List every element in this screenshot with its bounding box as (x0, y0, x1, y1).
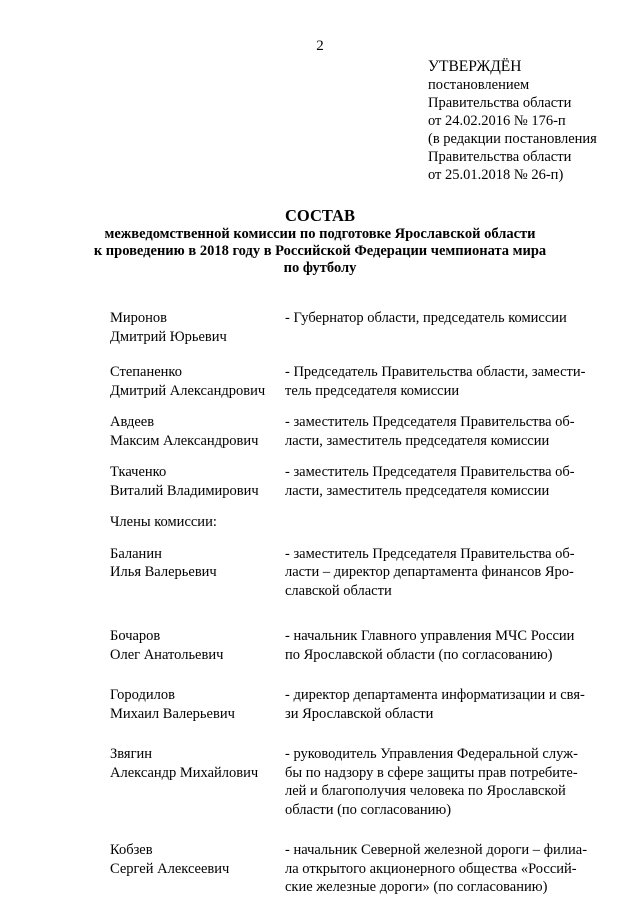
member-given-name: Михаил Валерьевич (110, 705, 235, 722)
member-role-line: ласти, заместитель председателя комиссии (285, 432, 550, 449)
member-given-name: Дмитрий Юрьевич (110, 328, 227, 345)
title-main: СОСТАВ (285, 206, 355, 225)
member-given-name: Максим Александрович (110, 432, 259, 449)
member-surname: Баланин (110, 545, 162, 562)
member-surname: Авдеев (110, 414, 155, 430)
member-surname: Городилов (110, 687, 175, 703)
member-role-line: тель председателя комиссии (285, 382, 460, 399)
member-role (285, 463, 606, 500)
approval-line: Правительства области (428, 95, 572, 111)
member-role-line: области (по согласованию) (285, 801, 452, 818)
member-name (110, 309, 285, 346)
member-surname: Бочаров (110, 628, 161, 644)
member-given-name: Сергей Алексеевич (110, 860, 230, 877)
commission-members (110, 296, 606, 897)
member-role-line: славской области (285, 582, 392, 599)
member-role-line: по Ярославской области (по согласованию) (285, 646, 553, 663)
member-given-name: Дмитрий Александрович (110, 382, 266, 399)
title-line: межведомственной комиссии по подготовке Ярославской области (104, 226, 536, 242)
member-name (110, 545, 285, 601)
member-role-line: - заместитель Председателя Правительства об- (285, 414, 575, 430)
approval-line: от 25.01.2018 № 26-п) (428, 167, 564, 183)
approval-line: (в редакции постановления (428, 131, 597, 147)
member-name (110, 413, 285, 450)
member-given-name: Александр Михайлович (110, 764, 259, 781)
member-role-line: - директор департамента информатизации и свя- (285, 687, 585, 703)
member-role-line: бы по надзору в сфере защиты прав потребите- (285, 764, 578, 781)
member-role-line: - начальник Главного управления МЧС России (285, 628, 575, 644)
member-surname: Ткаченко (110, 464, 167, 480)
member-role-line: - Председатель Правительства области, замести- (285, 364, 586, 380)
approval-stamp (428, 58, 597, 184)
member-surname: Миронов (110, 310, 168, 326)
member-surname: Кобзев (110, 842, 153, 858)
member-role-line: ла открытого акционерного общества «Россий- (285, 860, 577, 877)
member-name (110, 363, 285, 400)
member-role-line: - руководитель Управления Федеральной служ- (285, 746, 579, 762)
member-role (285, 363, 606, 400)
member-role (285, 627, 606, 664)
member-surname: Звягин (110, 746, 153, 762)
member-row (110, 363, 606, 400)
approval-line: Правительства области (428, 149, 572, 165)
member-role (285, 413, 606, 450)
member-row (110, 686, 606, 723)
member-role (285, 545, 606, 601)
members-heading: Члены комиссии: (110, 514, 217, 530)
member-surname: Степаненко (110, 364, 182, 380)
member-row (110, 413, 606, 450)
member-name (110, 627, 285, 664)
approval-line: от 24.02.2016 № 176-п (428, 113, 566, 129)
member-given-name: Олег Анатольевич (110, 646, 224, 663)
member-role (285, 309, 606, 346)
member-given-name: Виталий Владимирович (110, 482, 259, 499)
member-row (110, 309, 606, 346)
member-role (285, 745, 606, 819)
member-row (110, 745, 606, 819)
member-name (110, 841, 285, 897)
member-role-line: ласти – директор департамента финансов Яро- (285, 564, 574, 580)
member-role-line: - заместитель Председателя Правительства об- (285, 464, 575, 480)
member-role-line: ласти, заместитель председателя комиссии (285, 482, 550, 499)
document-title (0, 206, 640, 277)
approval-line: постановлением (428, 77, 530, 93)
title-line: по футболу (283, 260, 357, 276)
member-name (110, 686, 285, 723)
page-number: 2 (316, 38, 324, 54)
member-name (110, 745, 285, 819)
member-row (110, 545, 606, 601)
member-given-name: Илья Валерьевич (110, 564, 217, 580)
member-role (285, 686, 606, 723)
member-row (110, 841, 606, 897)
member-role-line: - заместитель Председателя Правительства об- (285, 545, 575, 562)
member-row (110, 463, 606, 500)
member-role-line: зи Ярославской области (285, 705, 434, 722)
title-line: к проведению в 2018 году в Российской Федерации чемпионата мира (93, 243, 547, 259)
approval-line: УТВЕРЖДЁН (428, 58, 522, 75)
member-role-line: - Губернатор области, председатель комиссии (285, 310, 567, 326)
member-row (110, 627, 606, 664)
member-role-line: ские железные дороги» (по согласованию) (285, 879, 548, 895)
member-name (110, 463, 285, 500)
member-role-line: лей и благополучия человека по Ярославской (285, 783, 566, 799)
member-role-line: - начальник Северной железной дороги – филиа- (285, 842, 588, 858)
member-role (285, 841, 606, 897)
